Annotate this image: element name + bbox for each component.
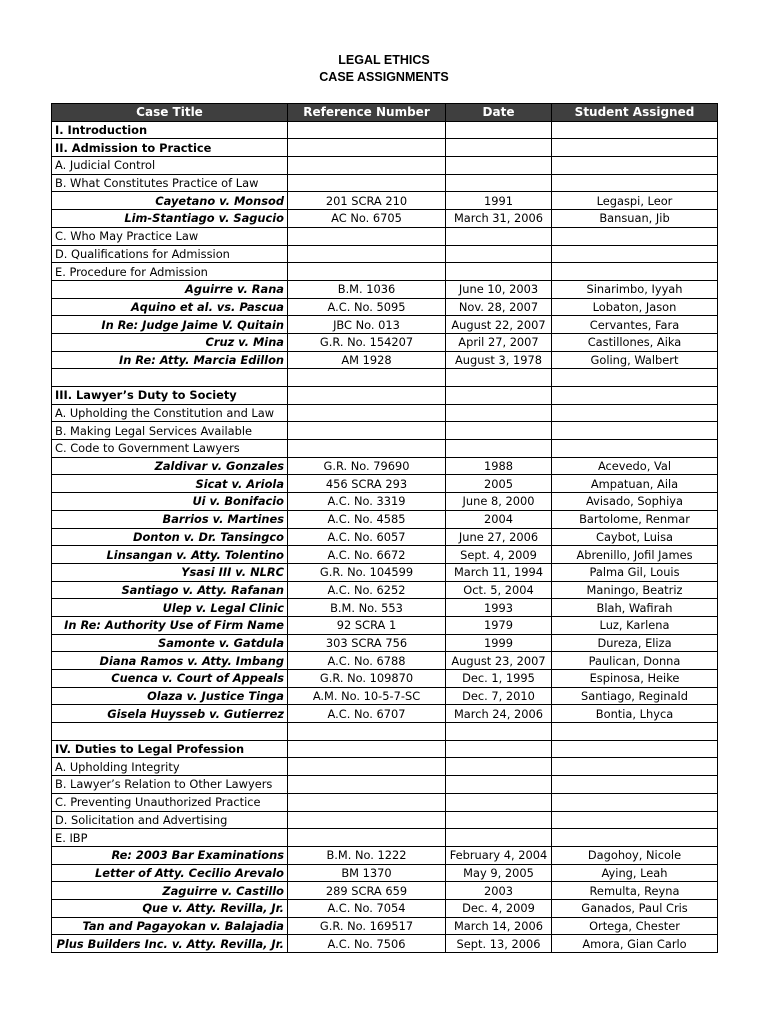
student-assigned-cell	[552, 758, 718, 776]
section-row	[52, 387, 718, 405]
student-assigned-cell: Lobaton, Jason	[552, 298, 718, 316]
case-row	[52, 917, 718, 935]
document-title: LEGAL ETHICS	[338, 53, 430, 67]
case-row	[52, 882, 718, 900]
reference-number-cell	[288, 139, 446, 157]
reference-number-cell	[288, 422, 446, 440]
reference-number-cell: B.M. No. 553	[288, 599, 446, 617]
case-row	[52, 192, 718, 210]
reference-number-cell	[288, 404, 446, 422]
case-title-cell: Linsangan v. Atty. Tolentino	[52, 546, 288, 564]
date-cell: August 3, 1978	[446, 351, 552, 369]
student-assigned-cell: Abrenillo, Jofil James	[552, 546, 718, 564]
date-cell	[446, 245, 552, 263]
reference-number-cell: G.R. No. 109870	[288, 670, 446, 688]
student-assigned-cell	[552, 404, 718, 422]
case-title-cell: Aquino et al. vs. Pascua	[52, 298, 288, 316]
subsection-row	[52, 404, 718, 422]
reference-number-cell	[288, 245, 446, 263]
case-row	[52, 687, 718, 705]
case-title-cell: Cuenca v. Court of Appeals	[52, 670, 288, 688]
student-assigned-cell: Bartolome, Renmar	[552, 510, 718, 528]
reference-number-cell: A.C. No. 6057	[288, 528, 446, 546]
date-cell	[446, 811, 552, 829]
reference-number-cell: A.C. No. 4585	[288, 510, 446, 528]
case-title-cell: III. Lawyer’s Duty to Society	[52, 387, 288, 405]
document-subtitle: CASE ASSIGNMENTS	[319, 70, 449, 84]
case-row	[52, 351, 718, 369]
case-title-cell: E. IBP	[52, 829, 288, 847]
case-row	[52, 634, 718, 652]
student-assigned-cell: Paulican, Donna	[552, 652, 718, 670]
subsection-row	[52, 758, 718, 776]
case-title-cell: E. Procedure for Admission	[52, 263, 288, 281]
date-cell: 1993	[446, 599, 552, 617]
student-assigned-cell	[552, 829, 718, 847]
case-title-cell: Olaza v. Justice Tinga	[52, 687, 288, 705]
case-title-cell: Gisela Huysseb v. Gutierrez	[52, 705, 288, 723]
date-cell	[446, 758, 552, 776]
student-assigned-cell	[552, 245, 718, 263]
subsection-row	[52, 793, 718, 811]
reference-number-cell: A.C. No. 6788	[288, 652, 446, 670]
reference-number-cell	[288, 793, 446, 811]
case-title-cell: Tan and Pagayokan v. Balajadia	[52, 917, 288, 935]
student-assigned-cell: Legaspi, Leor	[552, 192, 718, 210]
date-cell: April 27, 2007	[446, 333, 552, 351]
case-title-cell: Barrios v. Martines	[52, 510, 288, 528]
student-assigned-cell	[552, 369, 718, 387]
case-row	[52, 616, 718, 634]
case-title-cell: Donton v. Dr. Tansingco	[52, 528, 288, 546]
reference-number-cell	[288, 740, 446, 758]
student-assigned-cell	[552, 440, 718, 458]
column-header-case-title: Case Title	[52, 104, 288, 122]
reference-number-cell: 201 SCRA 210	[288, 192, 446, 210]
student-assigned-cell	[552, 174, 718, 192]
subsection-row	[52, 174, 718, 192]
student-assigned-cell: Maningo, Beatriz	[552, 581, 718, 599]
subsection-row	[52, 157, 718, 175]
reference-number-cell: 92 SCRA 1	[288, 616, 446, 634]
student-assigned-cell	[552, 776, 718, 794]
case-row	[52, 457, 718, 475]
case-title-cell: Cayetano v. Monsod	[52, 192, 288, 210]
date-cell	[446, 440, 552, 458]
case-title-cell: Zaldivar v. Gonzales	[52, 457, 288, 475]
case-row	[52, 670, 718, 688]
case-row	[52, 652, 718, 670]
case-row	[52, 528, 718, 546]
student-assigned-cell: Luz, Karlena	[552, 616, 718, 634]
student-assigned-cell: Caybot, Luisa	[552, 528, 718, 546]
reference-number-cell: AM 1928	[288, 351, 446, 369]
reference-number-cell: G.R. No. 79690	[288, 457, 446, 475]
spacer-row	[52, 369, 718, 387]
reference-number-cell	[288, 758, 446, 776]
column-header-reference-number: Reference Number	[288, 104, 446, 122]
case-title-cell: D. Solicitation and Advertising	[52, 811, 288, 829]
date-cell: Sept. 13, 2006	[446, 935, 552, 953]
reference-number-cell	[288, 227, 446, 245]
case-row	[52, 581, 718, 599]
date-cell: 2004	[446, 510, 552, 528]
reference-number-cell: 289 SCRA 659	[288, 882, 446, 900]
student-assigned-cell: Dagohoy, Nicole	[552, 846, 718, 864]
case-row	[52, 546, 718, 564]
date-cell: Sept. 4, 2009	[446, 546, 552, 564]
reference-number-cell: G.R. No. 104599	[288, 563, 446, 581]
subsection-row	[52, 811, 718, 829]
date-cell: February 4, 2004	[446, 846, 552, 864]
reference-number-cell: 303 SCRA 756	[288, 634, 446, 652]
subsection-row	[52, 227, 718, 245]
case-row	[52, 599, 718, 617]
case-title-cell: C. Preventing Unauthorized Practice	[52, 793, 288, 811]
reference-number-cell: A.C. No. 5095	[288, 298, 446, 316]
reference-number-cell: A.C. No. 6707	[288, 705, 446, 723]
date-cell	[446, 157, 552, 175]
date-cell: March 11, 1994	[446, 563, 552, 581]
case-row	[52, 563, 718, 581]
student-assigned-cell: Espinosa, Heike	[552, 670, 718, 688]
reference-number-cell: A.M. No. 10-5-7-SC	[288, 687, 446, 705]
date-cell	[446, 793, 552, 811]
date-cell: 2005	[446, 475, 552, 493]
case-title-cell: Ysasi III v. NLRC	[52, 563, 288, 581]
case-title-cell: A. Upholding the Constitution and Law	[52, 404, 288, 422]
date-cell: August 22, 2007	[446, 316, 552, 334]
date-cell: 1979	[446, 616, 552, 634]
subsection-row	[52, 422, 718, 440]
case-title-cell: C. Code to Government Lawyers	[52, 440, 288, 458]
date-cell: June 27, 2006	[446, 528, 552, 546]
date-cell	[446, 776, 552, 794]
date-cell: June 8, 2000	[446, 493, 552, 511]
subsection-row	[52, 829, 718, 847]
date-cell: 1988	[446, 457, 552, 475]
date-cell: May 9, 2005	[446, 864, 552, 882]
reference-number-cell: AC No. 6705	[288, 210, 446, 228]
student-assigned-cell	[552, 139, 718, 157]
case-row	[52, 475, 718, 493]
date-cell: March 31, 2006	[446, 210, 552, 228]
case-row	[52, 899, 718, 917]
date-cell: March 24, 2006	[446, 705, 552, 723]
date-cell	[446, 121, 552, 139]
case-title-cell: Samonte v. Gatdula	[52, 634, 288, 652]
case-row	[52, 333, 718, 351]
student-assigned-cell: Aying, Leah	[552, 864, 718, 882]
reference-number-cell: A.C. No. 6672	[288, 546, 446, 564]
subsection-row	[52, 440, 718, 458]
case-row	[52, 510, 718, 528]
section-row	[52, 740, 718, 758]
date-cell: 2003	[446, 882, 552, 900]
reference-number-cell	[288, 121, 446, 139]
reference-number-cell: A.C. No. 7054	[288, 899, 446, 917]
date-cell	[446, 369, 552, 387]
student-assigned-cell: Remulta, Reyna	[552, 882, 718, 900]
date-cell	[446, 263, 552, 281]
case-title-cell: D. Qualifications for Admission	[52, 245, 288, 263]
student-assigned-cell: Bansuan, Jib	[552, 210, 718, 228]
reference-number-cell	[288, 174, 446, 192]
section-row	[52, 139, 718, 157]
student-assigned-cell: Goling, Walbert	[552, 351, 718, 369]
student-assigned-cell	[552, 811, 718, 829]
student-assigned-cell	[552, 387, 718, 405]
case-title-cell: Cruz v. Mina	[52, 333, 288, 351]
table-header-row	[52, 104, 718, 122]
case-row	[52, 280, 718, 298]
subsection-row	[52, 776, 718, 794]
case-title-cell: IV. Duties to Legal Profession	[52, 740, 288, 758]
student-assigned-cell: Castillones, Aika	[552, 333, 718, 351]
date-cell	[446, 404, 552, 422]
case-row	[52, 316, 718, 334]
reference-number-cell: A.C. No. 3319	[288, 493, 446, 511]
student-assigned-cell: Ganados, Paul Cris	[552, 899, 718, 917]
column-header-date: Date	[446, 104, 552, 122]
date-cell: June 10, 2003	[446, 280, 552, 298]
document-header	[0, 52, 768, 86]
reference-number-cell	[288, 776, 446, 794]
student-assigned-cell	[552, 422, 718, 440]
student-assigned-cell	[552, 793, 718, 811]
date-cell	[446, 139, 552, 157]
case-title-cell: Plus Builders Inc. v. Atty. Revilla, Jr.	[52, 935, 288, 953]
case-title-cell: I. Introduction	[52, 121, 288, 139]
date-cell	[446, 227, 552, 245]
student-assigned-cell	[552, 157, 718, 175]
date-cell	[446, 723, 552, 741]
date-cell: August 23, 2007	[446, 652, 552, 670]
student-assigned-cell: Blah, Wafirah	[552, 599, 718, 617]
subsection-row	[52, 263, 718, 281]
case-row	[52, 705, 718, 723]
case-title-cell: A. Judicial Control	[52, 157, 288, 175]
date-cell: 1999	[446, 634, 552, 652]
student-assigned-cell: Amora, Gian Carlo	[552, 935, 718, 953]
reference-number-cell	[288, 723, 446, 741]
student-assigned-cell: Santiago, Reginald	[552, 687, 718, 705]
case-row	[52, 935, 718, 953]
student-assigned-cell: Avisado, Sophiya	[552, 493, 718, 511]
case-title-cell: Zaguirre v. Castillo	[52, 882, 288, 900]
case-row	[52, 210, 718, 228]
reference-number-cell	[288, 440, 446, 458]
case-title-cell: Diana Ramos v. Atty. Imbang	[52, 652, 288, 670]
student-assigned-cell	[552, 723, 718, 741]
student-assigned-cell: Sinarimbo, Iyyah	[552, 280, 718, 298]
case-assignments-table	[51, 103, 718, 953]
case-row	[52, 864, 718, 882]
case-title-cell: In Re: Judge Jaime V. Quitain	[52, 316, 288, 334]
case-title-cell: In Re: Authority Use of Firm Name	[52, 616, 288, 634]
reference-number-cell: B.M. No. 1222	[288, 846, 446, 864]
student-assigned-cell: Acevedo, Val	[552, 457, 718, 475]
student-assigned-cell	[552, 227, 718, 245]
student-assigned-cell: Ampatuan, Aila	[552, 475, 718, 493]
date-cell	[446, 740, 552, 758]
case-title-cell: Letter of Atty. Cecilio Arevalo	[52, 864, 288, 882]
case-title-cell: II. Admission to Practice	[52, 139, 288, 157]
case-title-cell: B. Making Legal Services Available	[52, 422, 288, 440]
date-cell	[446, 174, 552, 192]
case-title-cell: In Re: Atty. Marcia Edillon	[52, 351, 288, 369]
date-cell: Nov. 28, 2007	[446, 298, 552, 316]
case-title-cell: B. Lawyer’s Relation to Other Lawyers	[52, 776, 288, 794]
case-title-cell	[52, 723, 288, 741]
date-cell: Dec. 4, 2009	[446, 899, 552, 917]
case-title-cell: Que v. Atty. Revilla, Jr.	[52, 899, 288, 917]
date-cell	[446, 422, 552, 440]
case-title-cell: Lim-Stantiago v. Sagucio	[52, 210, 288, 228]
case-row	[52, 298, 718, 316]
case-row	[52, 493, 718, 511]
reference-number-cell	[288, 157, 446, 175]
case-title-cell: Sicat v. Ariola	[52, 475, 288, 493]
reference-number-cell: B.M. 1036	[288, 280, 446, 298]
student-assigned-cell: Ortega, Chester	[552, 917, 718, 935]
table-body	[52, 121, 718, 952]
reference-number-cell: A.C. No. 6252	[288, 581, 446, 599]
date-cell	[446, 829, 552, 847]
student-assigned-cell	[552, 121, 718, 139]
student-assigned-cell: Cervantes, Fara	[552, 316, 718, 334]
reference-number-cell: 456 SCRA 293	[288, 475, 446, 493]
date-cell: Dec. 1, 1995	[446, 670, 552, 688]
reference-number-cell	[288, 387, 446, 405]
date-cell	[446, 387, 552, 405]
reference-number-cell: A.C. No. 7506	[288, 935, 446, 953]
case-row	[52, 846, 718, 864]
student-assigned-cell: Dureza, Eliza	[552, 634, 718, 652]
case-title-cell: Aguirre v. Rana	[52, 280, 288, 298]
case-title-cell: A. Upholding Integrity	[52, 758, 288, 776]
student-assigned-cell	[552, 263, 718, 281]
case-title-cell: Santiago v. Atty. Rafanan	[52, 581, 288, 599]
case-title-cell: C. Who May Practice Law	[52, 227, 288, 245]
student-assigned-cell: Palma Gil, Louis	[552, 563, 718, 581]
date-cell: 1991	[446, 192, 552, 210]
student-assigned-cell	[552, 740, 718, 758]
reference-number-cell: G.R. No. 154207	[288, 333, 446, 351]
student-assigned-cell: Bontia, Lhyca	[552, 705, 718, 723]
date-cell: March 14, 2006	[446, 917, 552, 935]
spacer-row	[52, 723, 718, 741]
reference-number-cell	[288, 811, 446, 829]
reference-number-cell	[288, 829, 446, 847]
case-title-cell: Ulep v. Legal Clinic	[52, 599, 288, 617]
case-title-cell	[52, 369, 288, 387]
date-cell: Oct. 5, 2004	[446, 581, 552, 599]
subsection-row	[52, 245, 718, 263]
reference-number-cell	[288, 369, 446, 387]
reference-number-cell: BM 1370	[288, 864, 446, 882]
reference-number-cell: G.R. No. 169517	[288, 917, 446, 935]
reference-number-cell	[288, 263, 446, 281]
column-header-student-assigned: Student Assigned	[552, 104, 718, 122]
case-title-cell: Ui v. Bonifacio	[52, 493, 288, 511]
section-row	[52, 121, 718, 139]
case-title-cell: Re: 2003 Bar Examinations	[52, 846, 288, 864]
case-title-cell: B. What Constitutes Practice of Law	[52, 174, 288, 192]
date-cell: Dec. 7, 2010	[446, 687, 552, 705]
reference-number-cell: JBC No. 013	[288, 316, 446, 334]
